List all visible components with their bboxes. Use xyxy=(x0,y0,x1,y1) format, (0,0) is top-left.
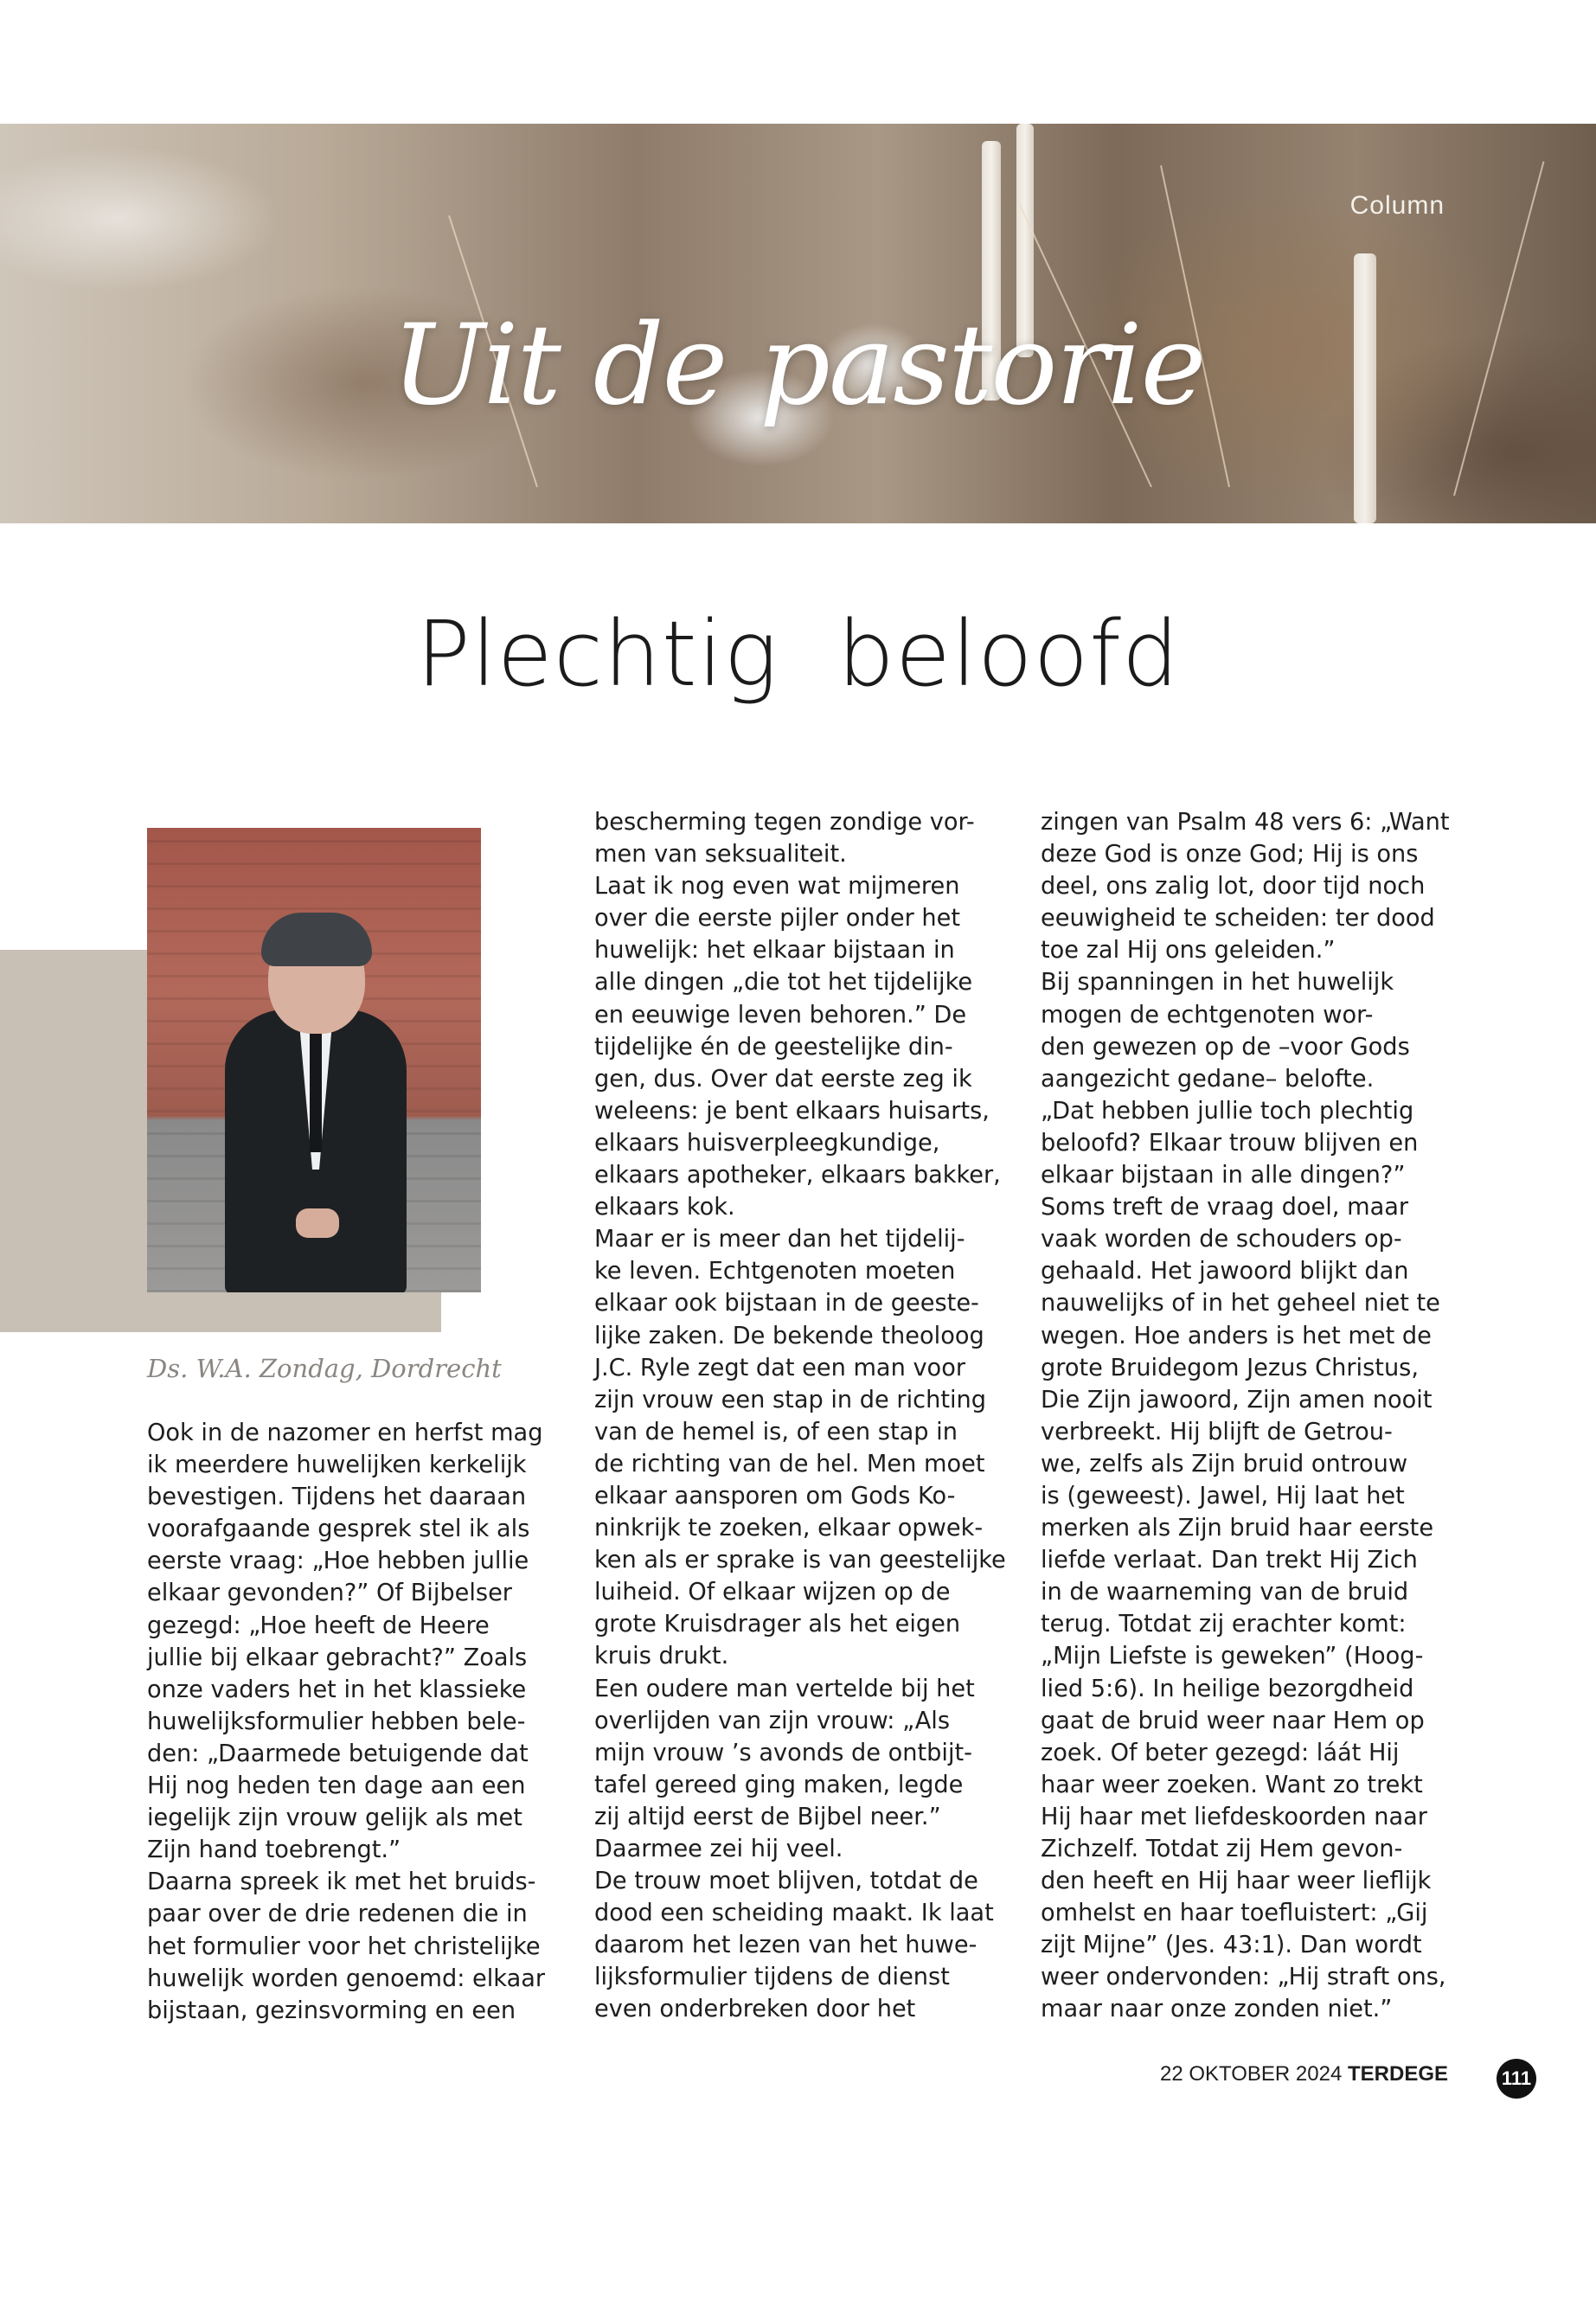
text-line: ninkrijk te zoeken, elkaar opwek- xyxy=(594,1515,984,1542)
text-line: Soms treft de vraag doel, maar xyxy=(1041,1194,1409,1221)
text-line: onze vaders het in het klassieke xyxy=(147,1676,527,1703)
column-title: Uit de pastorie xyxy=(391,301,1205,430)
text-line: het formulier voor het christelijke xyxy=(147,1932,541,1960)
text-line: „Dat hebben jullie toch plechtig xyxy=(1041,1097,1414,1125)
text-line: elkaars apotheker, elkaars bakker, xyxy=(594,1162,1001,1189)
text-line: Daarna spreek ik met het bruids- xyxy=(147,1868,536,1896)
text-line: Zichzelf. Totdat zij Hem gevon- xyxy=(1041,1836,1403,1862)
text-line: de richting van de hel. Men moet xyxy=(594,1450,985,1477)
text-line: lijksformulier tijdens de dienst xyxy=(594,1964,950,1991)
text-line: mijn vrouw ’s avonds de ontbijt- xyxy=(594,1739,972,1766)
text-line: den heeft en Hij haar weer lieflijk xyxy=(1041,1868,1432,1895)
text-line: maar naar onze zonden niet.” xyxy=(1041,1996,1393,2023)
text-line: in de waarneming van de bruid xyxy=(1041,1579,1409,1606)
text-line: bescherming tegen zondige vor- xyxy=(594,809,975,836)
text-line: zijn vrouw een stap in de richting xyxy=(594,1386,987,1413)
text-line: huwelijksformulier hebben bele- xyxy=(147,1708,526,1735)
text-line: ke leven. Echtgenoten moeten xyxy=(594,1258,956,1285)
text-line: J.C. Ryle zegt dat een man voor xyxy=(594,1354,965,1381)
text-line: zingen van Psalm 48 vers 6: „Want xyxy=(1041,809,1450,836)
column-label: Column xyxy=(1349,191,1445,220)
text-line: toe zal Hij ons geleiden.” xyxy=(1041,937,1336,965)
text-line: wegen. Hoe anders is het met de xyxy=(1041,1322,1432,1349)
author-photo xyxy=(147,828,481,1292)
text-line: lied 5:6). In heilige bezorgdheid xyxy=(1041,1675,1414,1702)
text-line: elkaars huisverpleegkundige, xyxy=(594,1129,940,1157)
text-line: huwelijk worden genoemd: elkaar xyxy=(147,1965,546,1992)
text-line: en eeuwige leven behoren.” De xyxy=(594,1001,967,1029)
text-line: even onderbreken door het xyxy=(594,1996,916,2023)
text-line: gen, dus. Over dat eerste zeg ik xyxy=(594,1065,972,1093)
text-line: ik meerdere huwelijken kerkelijk xyxy=(147,1452,527,1479)
article-column-3 xyxy=(1041,806,1456,2026)
text-line: Ook in de nazomer en herfst mag xyxy=(147,1420,543,1446)
author-photo-hair xyxy=(261,913,372,966)
text-line: deze God is onze God; Hij is ons xyxy=(1041,841,1419,868)
text-line: gezegd: „Hoe heeft de Heere xyxy=(147,1612,490,1639)
text-line: van de hemel is, of een stap in xyxy=(594,1418,958,1445)
text-line: ken als er sprake is van geestelijke xyxy=(594,1547,1006,1574)
text-line: Daarmee zei hij veel. xyxy=(594,1836,843,1862)
text-line: grote Kruisdrager als het eigen xyxy=(594,1611,961,1638)
issue-date: 22 OKTOBER 2024 xyxy=(1159,2062,1343,2086)
author-photo-tie xyxy=(310,1022,322,1152)
text-line: kruis drukt. xyxy=(594,1643,729,1670)
page-number-badge: 111 xyxy=(1497,2059,1536,2099)
article-column-2 xyxy=(594,806,1010,2026)
text-line: bevestigen. Tijdens het daaraan xyxy=(147,1484,527,1511)
text-line: eerste vraag: „Hoe hebben jullie xyxy=(147,1548,529,1575)
text-line: Hij haar met liefdeskoorden naar xyxy=(1041,1803,1427,1830)
author-byline: Ds. W.A. Zondag, Dordrecht xyxy=(147,1354,502,1383)
text-line: den gewezen op de –voor Gods xyxy=(1041,1033,1410,1061)
text-line: den: „Daarmede betuigende dat xyxy=(147,1740,529,1767)
text-line: nauwelijks of in het geheel niet te xyxy=(1041,1290,1440,1317)
text-line: tafel gereed ging maken, legde xyxy=(594,1771,964,1798)
text-line: Laat ik nog even wat mijmeren xyxy=(594,873,960,901)
author-photo-hands xyxy=(296,1208,339,1238)
text-line: grote Bruidegom Jezus Christus, xyxy=(1041,1354,1419,1381)
text-line: daarom het lezen van het huwe- xyxy=(594,1932,977,1959)
text-line: mogen de echtgenoten wor- xyxy=(1041,1001,1374,1029)
text-line: zoek. Of beter gezegd: láát Hij xyxy=(1041,1739,1400,1766)
text-line: vaak worden de schouders op- xyxy=(1041,1226,1402,1253)
text-line: elkaar aansporen om Gods Ko- xyxy=(594,1482,956,1509)
text-line: deel, ons zalig lot, door tijd noch xyxy=(1041,873,1426,901)
text-line: gehaald. Het jawoord blijkt dan xyxy=(1041,1258,1409,1285)
text-line: Hij nog heden ten dage aan een xyxy=(147,1772,526,1800)
text-line: is (geweest). Jawel, Hij laat het xyxy=(1041,1482,1405,1509)
text-line: elkaars kok. xyxy=(594,1194,735,1221)
text-line: omhelst en haar toefluistert: „Gij xyxy=(1041,1900,1428,1927)
publication-name: TERDEGE xyxy=(1347,2062,1448,2086)
text-line: Maar er is meer dan het tijdelij- xyxy=(594,1226,965,1253)
text-line: haar weer zoeken. Want zo trekt xyxy=(1041,1771,1423,1798)
text-line: merken als Zijn bruid haar eerste xyxy=(1041,1515,1434,1542)
text-line: we, zelfs als Zijn bruid ontrouw xyxy=(1041,1450,1408,1477)
text-line: iegelijk zijn vrouw gelijk als met xyxy=(147,1804,522,1832)
header-banner xyxy=(0,124,1596,523)
text-line: elkaar ook bijstaan in de geeste- xyxy=(594,1290,979,1317)
text-line: zijt Mijne” (Jes. 43:1). Dan wordt xyxy=(1041,1932,1422,1959)
text-line: voorafgaande gesprek stel ik als xyxy=(147,1516,530,1543)
footer-issue xyxy=(1160,2062,1448,2086)
text-line: liefde verlaat. Dan trekt Hij Zich xyxy=(1041,1547,1418,1574)
text-line: paar over de drie redenen die in xyxy=(147,1900,528,1928)
text-line: aangezicht gedane– belofte. xyxy=(1041,1065,1375,1093)
text-line: elkaar gevonden?” Of Bijbelser xyxy=(147,1580,512,1607)
text-line: De trouw moet blijven, totdat de xyxy=(594,1868,978,1895)
article-headline: Plechtig beloofd xyxy=(416,601,1180,707)
text-line: weer ondervonden: „Hij straft ons, xyxy=(1041,1964,1446,1991)
text-line: overlijden van zijn vrouw: „Als xyxy=(594,1707,951,1734)
text-line: tijdelijke én de geestelijke din- xyxy=(594,1033,953,1061)
text-line: men van seksualiteit. xyxy=(594,841,847,868)
text-line: over die eerste pijler onder het xyxy=(594,905,961,933)
text-line: elkaar bijstaan in alle dingen?” xyxy=(1041,1162,1406,1189)
text-line: beloofd? Elkaar trouw blijven en xyxy=(1041,1129,1419,1157)
text-line: weleens: je bent elkaars huisarts, xyxy=(594,1097,990,1125)
text-line: „Mijn Liefste is geweken” (Hoog- xyxy=(1041,1643,1424,1670)
text-line: dood een scheiding maakt. Ik laat xyxy=(594,1900,994,1927)
text-line: jullie bij elkaar gebracht?” Zoals xyxy=(147,1644,528,1671)
text-line: lijke zaken. De bekende theoloog xyxy=(594,1322,984,1349)
text-line: Zijn hand toebrengt.” xyxy=(147,1836,401,1864)
text-line: zij altijd eerst de Bijbel neer.” xyxy=(594,1803,941,1830)
text-line: Bij spanningen in het huwelijk xyxy=(1041,969,1394,997)
text-line: alle dingen „die tot het tijdelijke xyxy=(594,969,973,997)
text-line: Een oudere man vertelde bij het xyxy=(594,1675,975,1702)
text-line: gaat de bruid weer naar Hem op xyxy=(1041,1707,1425,1734)
text-line: bijstaan, gezinsvorming en een xyxy=(147,1997,516,2024)
text-line: Die Zijn jawoord, Zijn amen nooit xyxy=(1041,1386,1433,1413)
text-line: verbreekt. Hij blijft de Getrou- xyxy=(1041,1418,1393,1445)
text-line: terug. Totdat zij erachter komt: xyxy=(1041,1611,1407,1638)
text-line: luiheid. Of elkaar wijzen op de xyxy=(594,1579,951,1606)
text-line: eeuwigheid te scheiden: ter dood xyxy=(1041,905,1435,933)
article-column-1 xyxy=(147,1417,554,2027)
text-line: huwelijk: het elkaar bijstaan in xyxy=(594,937,955,965)
